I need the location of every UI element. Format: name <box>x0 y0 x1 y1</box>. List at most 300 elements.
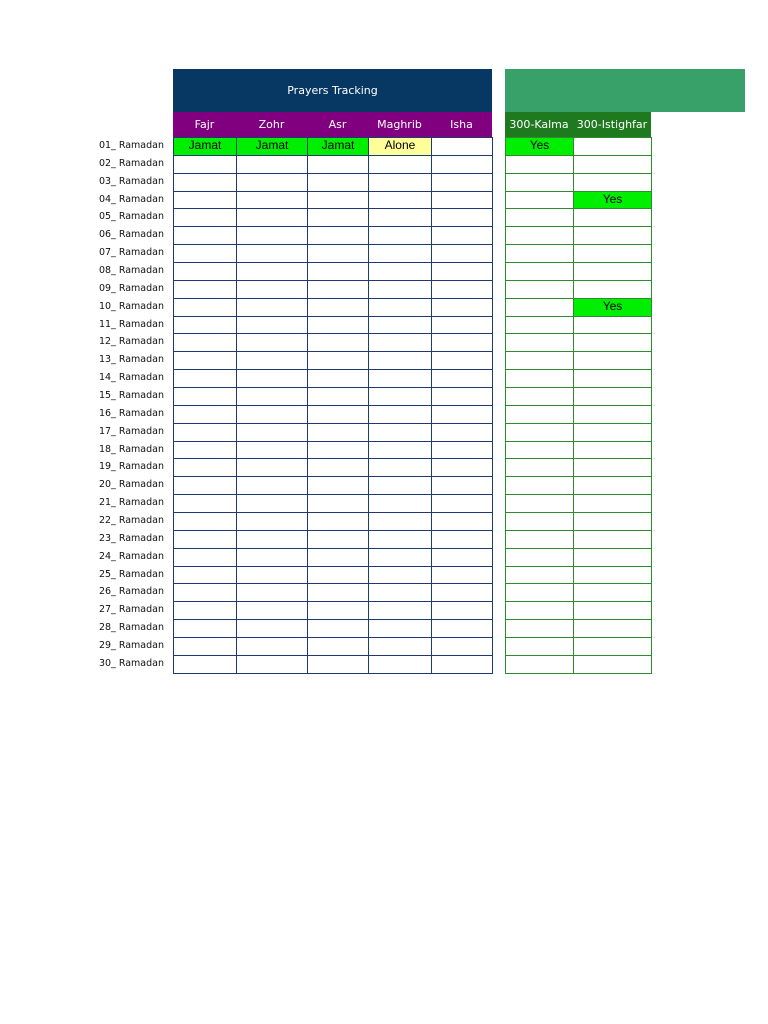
grid-cell[interactable] <box>174 280 237 298</box>
grid-cell[interactable]: Yes <box>506 138 574 156</box>
table-row <box>174 245 493 263</box>
grid-cell[interactable] <box>174 173 237 191</box>
grid-cell[interactable] <box>237 245 308 263</box>
grid-cell[interactable] <box>308 173 369 191</box>
grid-cell[interactable] <box>308 495 369 513</box>
grid-cell[interactable] <box>369 584 432 602</box>
grid-cell[interactable] <box>506 423 574 441</box>
grid-cell[interactable] <box>432 530 493 548</box>
grid-cell[interactable] <box>237 191 308 209</box>
grid-cell[interactable] <box>506 495 574 513</box>
grid-cell[interactable] <box>237 602 308 620</box>
grid-cell[interactable] <box>174 405 237 423</box>
grid-cell[interactable] <box>432 227 493 245</box>
table-row <box>506 280 652 298</box>
table-row <box>174 513 493 531</box>
grid-cell[interactable] <box>237 548 308 566</box>
table-row <box>506 405 652 423</box>
grid-cell[interactable] <box>174 245 237 263</box>
grid-cell[interactable] <box>432 584 493 602</box>
row-label: 08_ Ramadan <box>98 265 164 277</box>
grid-cell[interactable] <box>237 513 308 531</box>
grid-cell[interactable] <box>369 263 432 281</box>
row-label: 14_ Ramadan <box>98 372 164 384</box>
grid-cell[interactable] <box>432 602 493 620</box>
row-label: 12_ Ramadan <box>98 336 164 348</box>
grid-cell[interactable] <box>432 173 493 191</box>
table-row <box>174 334 493 352</box>
grid-cell[interactable] <box>574 638 652 656</box>
row-label: 24_ Ramadan <box>98 550 164 562</box>
table-row <box>506 620 652 638</box>
row-label: 04_ Ramadan <box>98 193 164 205</box>
grid-cell[interactable] <box>506 245 574 263</box>
grid-cell[interactable]: Jamat <box>308 138 369 156</box>
grid-cell[interactable] <box>432 298 493 316</box>
grid-cell[interactable] <box>174 620 237 638</box>
grid-cell[interactable] <box>432 441 493 459</box>
row-label: 03_ Ramadan <box>98 175 164 187</box>
grid-cell[interactable] <box>174 495 237 513</box>
grid-cell[interactable] <box>308 209 369 227</box>
grid-cell[interactable] <box>369 620 432 638</box>
grid-cell[interactable] <box>369 602 432 620</box>
grid-cell[interactable] <box>174 370 237 388</box>
grid-cell[interactable] <box>432 280 493 298</box>
table-row <box>174 298 493 316</box>
extras-tracking-grid <box>505 137 652 674</box>
prayers-tracking-title[interactable] <box>173 69 492 112</box>
column-header-fajr[interactable]: Fajr <box>173 112 236 137</box>
grid-cell[interactable] <box>237 263 308 281</box>
grid-cell[interactable] <box>432 370 493 388</box>
row-label: 01_ Ramadan <box>98 140 164 151</box>
grid-cell[interactable] <box>506 602 574 620</box>
table-row <box>174 459 493 477</box>
grid-cell[interactable] <box>369 530 432 548</box>
grid-cell[interactable] <box>506 513 574 531</box>
table-row <box>506 334 652 352</box>
grid-cell[interactable] <box>574 513 652 531</box>
grid-cell[interactable] <box>506 334 574 352</box>
grid-cell[interactable] <box>432 495 493 513</box>
row-labels <box>86 137 164 673</box>
prayer-column-headers <box>173 112 492 137</box>
grid-cell[interactable] <box>574 209 652 227</box>
grid-cell[interactable] <box>308 530 369 548</box>
grid-cell[interactable] <box>237 298 308 316</box>
grid-cell[interactable] <box>369 388 432 406</box>
row-label: 02_ Ramadan <box>98 157 164 169</box>
table-row <box>174 441 493 459</box>
grid-cell[interactable] <box>506 352 574 370</box>
grid-cell[interactable] <box>174 352 237 370</box>
grid-cell[interactable] <box>174 423 237 441</box>
grid-cell[interactable] <box>432 155 493 173</box>
grid-cell[interactable] <box>432 548 493 566</box>
grid-cell[interactable] <box>506 620 574 638</box>
grid-cell[interactable] <box>432 423 493 441</box>
grid-cell[interactable] <box>506 459 574 477</box>
grid-cell[interactable] <box>237 388 308 406</box>
grid-cell[interactable] <box>237 638 308 656</box>
column-header-asr[interactable]: Asr <box>307 112 368 137</box>
grid-cell[interactable] <box>237 405 308 423</box>
grid-cell[interactable] <box>369 513 432 531</box>
column-header-kalma[interactable]: 300-Kalma <box>505 112 573 137</box>
grid-cell[interactable] <box>237 655 308 673</box>
grid-cell[interactable] <box>574 370 652 388</box>
grid-cell[interactable] <box>574 405 652 423</box>
grid-cell[interactable] <box>574 280 652 298</box>
grid-cell[interactable] <box>574 655 652 673</box>
grid-cell[interactable] <box>308 655 369 673</box>
table-row <box>506 173 652 191</box>
table-row <box>174 477 493 495</box>
grid-cell[interactable] <box>237 495 308 513</box>
grid-cell[interactable] <box>308 263 369 281</box>
table-row <box>174 423 493 441</box>
grid-cell[interactable] <box>237 173 308 191</box>
grid-cell[interactable] <box>174 602 237 620</box>
table-row <box>506 566 652 584</box>
grid-cell[interactable] <box>574 388 652 406</box>
grid-cell[interactable] <box>308 602 369 620</box>
grid-cell[interactable] <box>174 155 237 173</box>
table-row <box>506 191 652 209</box>
column-header-maghrib[interactable]: Maghrib <box>368 112 431 137</box>
grid-cell[interactable] <box>369 638 432 656</box>
table-row <box>174 530 493 548</box>
table-row <box>174 155 493 173</box>
grid-cell[interactable] <box>432 245 493 263</box>
grid-cell[interactable] <box>308 548 369 566</box>
grid-cell[interactable] <box>174 209 237 227</box>
grid-cell[interactable] <box>308 441 369 459</box>
table-row <box>506 298 652 316</box>
grid-cell[interactable] <box>308 638 369 656</box>
grid-cell[interactable] <box>308 620 369 638</box>
grid-cell[interactable] <box>574 352 652 370</box>
grid-cell[interactable] <box>506 316 574 334</box>
row-label: 21_ Ramadan <box>98 497 164 509</box>
grid-cell[interactable]: Alone <box>369 138 432 156</box>
row-label: 17_ Ramadan <box>98 425 164 437</box>
grid-cell[interactable] <box>574 155 652 173</box>
table-row <box>174 566 493 584</box>
table-row <box>174 388 493 406</box>
grid-cell[interactable] <box>506 191 574 209</box>
grid-cell[interactable] <box>237 316 308 334</box>
grid-cell[interactable] <box>369 566 432 584</box>
row-label: 23_ Ramadan <box>98 532 164 544</box>
grid-cell[interactable] <box>237 334 308 352</box>
grid-cell[interactable] <box>432 620 493 638</box>
grid-cell[interactable] <box>174 388 237 406</box>
row-label: 22_ Ramadan <box>98 515 164 527</box>
grid-cell[interactable] <box>506 263 574 281</box>
grid-cell[interactable] <box>174 530 237 548</box>
grid-cell[interactable] <box>369 316 432 334</box>
table-row <box>174 602 493 620</box>
grid-cell[interactable] <box>308 298 369 316</box>
grid-cell[interactable] <box>574 602 652 620</box>
grid-cell[interactable] <box>174 459 237 477</box>
grid-cell[interactable] <box>308 388 369 406</box>
grid-cell[interactable]: Yes <box>574 191 652 209</box>
row-label: 30_ Ramadan <box>98 657 164 669</box>
grid-cell[interactable] <box>308 584 369 602</box>
table-row <box>174 620 493 638</box>
grid-cell[interactable] <box>574 245 652 263</box>
table-row <box>174 263 493 281</box>
row-label: 27_ Ramadan <box>98 604 164 616</box>
table-row <box>506 602 652 620</box>
grid-cell[interactable] <box>574 495 652 513</box>
table-row <box>506 245 652 263</box>
grid-cell[interactable] <box>174 227 237 245</box>
grid-cell[interactable] <box>432 352 493 370</box>
row-label: 13_ Ramadan <box>98 354 164 366</box>
grid-cell[interactable] <box>237 477 308 495</box>
grid-cell[interactable] <box>574 620 652 638</box>
grid-cell[interactable] <box>432 638 493 656</box>
row-label: 10_ Ramadan <box>98 300 164 312</box>
grid-cell[interactable] <box>237 280 308 298</box>
row-label: 16_ Ramadan <box>98 407 164 419</box>
grid-cell[interactable] <box>237 530 308 548</box>
grid-cell[interactable] <box>237 227 308 245</box>
grid-cell[interactable] <box>574 138 652 156</box>
table-row <box>506 584 652 602</box>
grid-cell[interactable] <box>308 245 369 263</box>
grid-cell[interactable] <box>174 477 237 495</box>
row-label: 20_ Ramadan <box>98 479 164 491</box>
grid-cell[interactable] <box>369 441 432 459</box>
grid-cell[interactable] <box>506 209 574 227</box>
table-row <box>174 655 493 673</box>
grid-cell[interactable] <box>174 191 237 209</box>
grid-cell[interactable] <box>506 530 574 548</box>
row-label: 11_ Ramadan <box>98 318 164 330</box>
grid-cell[interactable] <box>574 566 652 584</box>
grid-cell[interactable] <box>308 459 369 477</box>
grid-cell[interactable] <box>506 638 574 656</box>
grid-cell[interactable] <box>369 352 432 370</box>
grid-cell[interactable] <box>369 423 432 441</box>
grid-cell[interactable] <box>308 280 369 298</box>
row-label: 28_ Ramadan <box>98 622 164 634</box>
grid-cell[interactable] <box>237 352 308 370</box>
row-label: 25_ Ramadan <box>98 568 164 580</box>
grid-cell[interactable] <box>506 298 574 316</box>
grid-cell[interactable] <box>506 548 574 566</box>
grid-cell[interactable] <box>432 263 493 281</box>
grid-cell[interactable] <box>369 155 432 173</box>
table-row <box>174 316 493 334</box>
grid-cell[interactable] <box>369 495 432 513</box>
grid-cell[interactable] <box>574 530 652 548</box>
table-row <box>506 655 652 673</box>
grid-cell[interactable] <box>174 566 237 584</box>
table-row <box>174 227 493 245</box>
grid-cell[interactable]: Jamat <box>237 138 308 156</box>
grid-cell[interactable] <box>308 405 369 423</box>
grid-cell[interactable]: Jamat <box>174 138 237 156</box>
grid-cell[interactable] <box>369 370 432 388</box>
grid-cell[interactable] <box>174 584 237 602</box>
table-row <box>506 495 652 513</box>
prayer-tracking-grid <box>173 137 493 674</box>
grid-cell[interactable] <box>432 316 493 334</box>
grid-cell[interactable] <box>369 334 432 352</box>
grid-cell[interactable] <box>506 441 574 459</box>
grid-cell[interactable] <box>506 405 574 423</box>
table-row <box>506 530 652 548</box>
grid-cell[interactable] <box>574 227 652 245</box>
grid-cell[interactable] <box>308 227 369 245</box>
extras-title-cell[interactable] <box>505 69 745 112</box>
grid-cell[interactable] <box>174 298 237 316</box>
grid-cell[interactable] <box>369 227 432 245</box>
grid-cell[interactable] <box>432 388 493 406</box>
grid-cell[interactable] <box>574 173 652 191</box>
grid-cell[interactable] <box>432 566 493 584</box>
row-label: 18_ Ramadan <box>98 443 164 455</box>
grid-cell[interactable] <box>506 280 574 298</box>
table-row <box>506 423 652 441</box>
column-header-zohr[interactable]: Zohr <box>236 112 307 137</box>
grid-cell[interactable]: Yes <box>574 298 652 316</box>
grid-cell[interactable] <box>506 370 574 388</box>
grid-cell[interactable] <box>308 191 369 209</box>
grid-cell[interactable] <box>506 227 574 245</box>
grid-cell[interactable] <box>574 584 652 602</box>
grid-cell[interactable] <box>308 352 369 370</box>
grid-cell[interactable] <box>432 655 493 673</box>
grid-cell[interactable] <box>369 245 432 263</box>
grid-cell[interactable] <box>308 334 369 352</box>
grid-cell[interactable] <box>174 263 237 281</box>
grid-cell[interactable] <box>506 655 574 673</box>
grid-cell[interactable] <box>308 423 369 441</box>
grid-cell[interactable] <box>506 584 574 602</box>
table-row <box>174 138 493 156</box>
table-row <box>174 495 493 513</box>
grid-cell[interactable] <box>174 638 237 656</box>
grid-cell[interactable] <box>237 584 308 602</box>
table-row <box>174 352 493 370</box>
grid-cell[interactable] <box>237 441 308 459</box>
grid-cell[interactable] <box>432 138 493 156</box>
table-row <box>506 477 652 495</box>
grid-cell[interactable] <box>506 566 574 584</box>
grid-cell[interactable] <box>174 513 237 531</box>
row-label: 29_ Ramadan <box>98 640 164 652</box>
grid-cell[interactable] <box>574 548 652 566</box>
grid-cell[interactable] <box>308 566 369 584</box>
grid-cell[interactable] <box>369 173 432 191</box>
table-row <box>174 209 493 227</box>
grid-cell[interactable] <box>237 370 308 388</box>
grid-cell[interactable] <box>237 423 308 441</box>
grid-cell[interactable] <box>308 513 369 531</box>
table-row <box>174 370 493 388</box>
grid-cell[interactable] <box>308 477 369 495</box>
grid-cell[interactable] <box>369 191 432 209</box>
grid-cell[interactable] <box>237 620 308 638</box>
grid-cell[interactable] <box>237 155 308 173</box>
row-label: 07_ Ramadan <box>98 247 164 259</box>
grid-cell[interactable] <box>308 370 369 388</box>
grid-cell[interactable] <box>506 477 574 495</box>
grid-cell[interactable] <box>432 191 493 209</box>
grid-cell[interactable] <box>369 548 432 566</box>
grid-cell[interactable] <box>574 334 652 352</box>
grid-cell[interactable] <box>432 513 493 531</box>
grid-cell[interactable] <box>574 477 652 495</box>
grid-cell[interactable] <box>369 209 432 227</box>
grid-cell[interactable] <box>174 441 237 459</box>
table-row <box>506 388 652 406</box>
grid-cell[interactable] <box>369 405 432 423</box>
grid-cell[interactable] <box>174 316 237 334</box>
grid-cell[interactable] <box>432 459 493 477</box>
grid-cell[interactable] <box>432 334 493 352</box>
table-row <box>174 584 493 602</box>
grid-cell[interactable] <box>237 566 308 584</box>
column-header-istighfar[interactable]: 300-Istighfar <box>573 112 651 137</box>
row-label: 26_ Ramadan <box>98 586 164 598</box>
grid-cell[interactable] <box>369 298 432 316</box>
grid-cell[interactable] <box>308 316 369 334</box>
table-row <box>174 280 493 298</box>
grid-cell[interactable] <box>432 405 493 423</box>
grid-cell[interactable] <box>574 316 652 334</box>
grid-cell[interactable] <box>369 477 432 495</box>
grid-cell[interactable] <box>574 423 652 441</box>
grid-cell[interactable] <box>174 548 237 566</box>
grid-cell[interactable] <box>574 459 652 477</box>
grid-cell[interactable] <box>432 209 493 227</box>
grid-cell[interactable] <box>174 334 237 352</box>
table-row <box>506 370 652 388</box>
grid-cell[interactable] <box>174 655 237 673</box>
grid-cell[interactable] <box>506 173 574 191</box>
grid-cell[interactable] <box>308 155 369 173</box>
grid-cell[interactable] <box>369 655 432 673</box>
grid-cell[interactable] <box>369 459 432 477</box>
grid-cell[interactable] <box>237 459 308 477</box>
grid-cell[interactable] <box>506 155 574 173</box>
table-row <box>506 441 652 459</box>
table-row <box>506 548 652 566</box>
grid-cell[interactable] <box>237 209 308 227</box>
grid-cell[interactable] <box>506 388 574 406</box>
table-row <box>506 513 652 531</box>
table-row <box>506 263 652 281</box>
grid-cell[interactable] <box>574 263 652 281</box>
grid-cell[interactable] <box>432 477 493 495</box>
grid-cell[interactable] <box>574 441 652 459</box>
table-row <box>506 155 652 173</box>
table-row <box>506 459 652 477</box>
row-label: 15_ Ramadan <box>98 390 164 402</box>
column-header-isha[interactable]: Isha <box>431 112 492 137</box>
table-row <box>506 316 652 334</box>
grid-cell[interactable] <box>369 280 432 298</box>
table-row <box>174 638 493 656</box>
